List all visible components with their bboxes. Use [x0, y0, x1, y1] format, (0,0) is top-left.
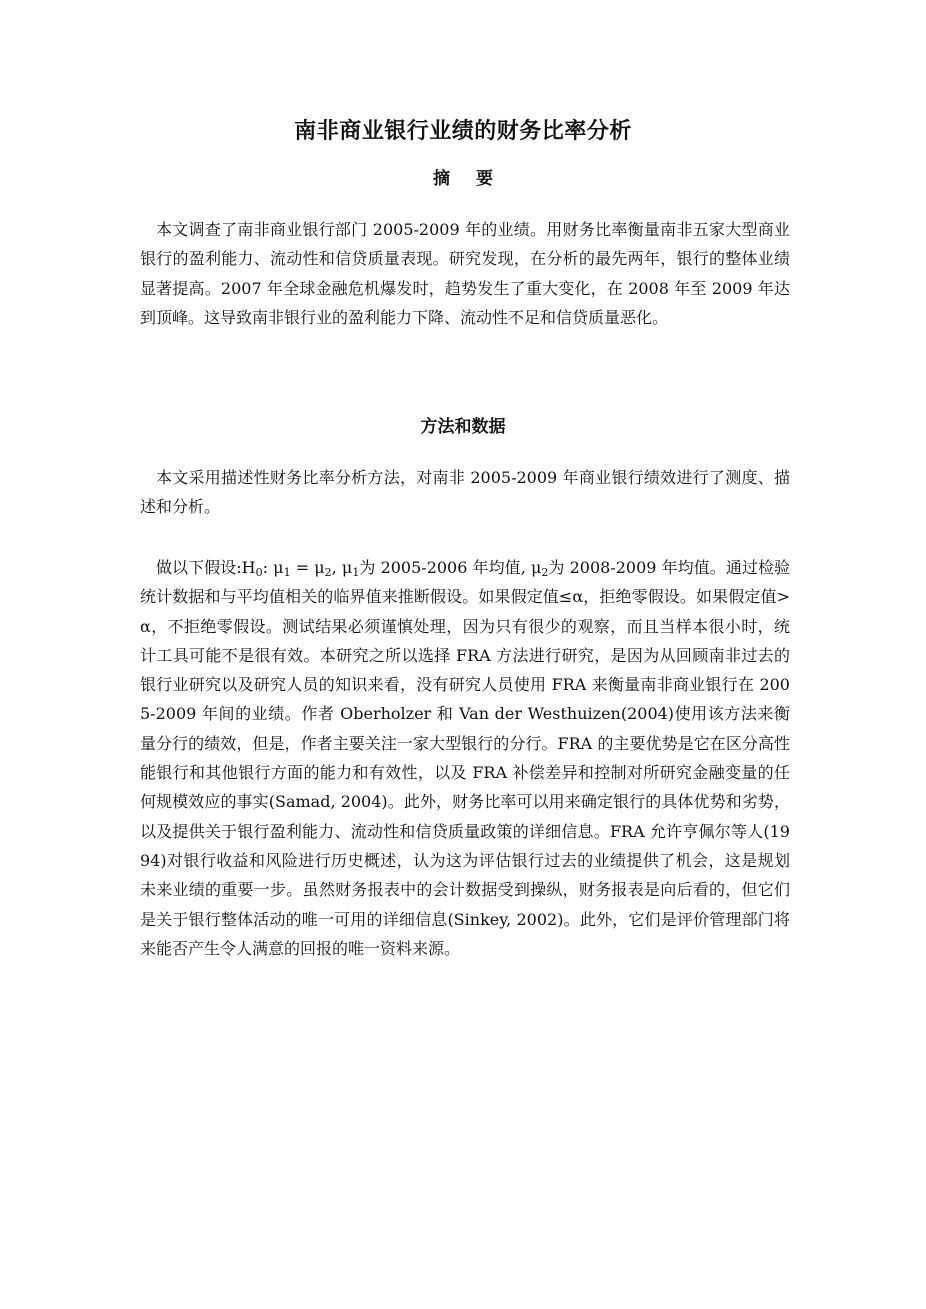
- hypothesis-comma-mu: , μ: [331, 558, 353, 577]
- hypothesis-mid: 为 2005-2006 年均值, μ: [359, 558, 542, 577]
- hypothesis-equals-mu: = μ: [290, 558, 325, 577]
- method-paragraph: 本文采用描述性财务比率分析方法，对南非 2005-2009 年商业银行绩效进行了测度、描述和分析。: [140, 468, 790, 517]
- hypothesis-rest: 为 2008-2009 年均值。通过检验统计数据和与平均值相关的临界值来推断假设。如果假定值≤α，拒绝零假设。如果假定值>α，不拒绝零假设。测试结果必须谨慎处理，因为只有很少的观察，而且当样本很小时，统计工具可能不是很有效。本研究之所以选择 FRA 方法进行研究，是因为从回顾南非过去的银行业研究以及研究人员的知识来看，没有研究人员使用 FRA 来衡量南非商业银行在 2005-2009 年间的业绩。作者 Oberholzer 和 Van der Westhuizen(2004)使用该方法来衡量分行的绩效，但是，作者主要关注一家大型银行的分行。FRA 的主要优势是它在区分高性能银行和其他银行方面的能力和有效性，以及 FRA 补偿差异和控制对所研究金融变量的任何规模效应的事实(Samad, 2004)。此外，财务比率可以用来确定银行的具体优势和劣势，以及提供关于银行盈利能力、流动性和信贷质量政策的详细信息。FRA 允许亨佩尔等人(1994)对银行收益和风险进行历史概述，认为这为评估银行过去的业绩提供了机会，这是规划未来业绩的重要一步。虽然财务报表中的会计数据受到操纵，财务报表是向后看的，但它们是关于银行整体活动的唯一可用的详细信息(Sinkey, 2002)。此外，它们是评价管理部门将来能否产生令人满意的回报的唯一资料来源。: [140, 558, 790, 958]
- abstract-paragraph: 本文调查了南非商业银行部门 2005-2009 年的业绩。用财务比率衡量南非五家大型商业银行的盈利能力、流动性和信贷质量表现。研究发现，在分析的最先两年，银行的整体业绩显著提高。2007 年全球金融危机爆发时，趋势发生了重大变化，在 2008 年至 2009 年达到顶峰。这导致南非银行业的盈利能力下降、流动性不足和信贷质量恶化。: [140, 220, 790, 327]
- document-title: 南非商业银行业绩的财务比率分析: [294, 119, 632, 144]
- abstract-heading: 摘 要: [433, 169, 503, 189]
- hypothesis-paragraph: [140, 553, 790, 963]
- mu2-subscript: 2: [324, 566, 332, 579]
- hypothesis-colon-mu: : μ: [262, 558, 284, 577]
- method-heading: 方法和数据: [420, 417, 506, 437]
- mu1-subscript: 1: [283, 566, 291, 579]
- mu2-subscript-b: 2: [541, 566, 549, 579]
- h-subscript: 0: [255, 566, 263, 579]
- hypothesis-intro: 做以下假设:H: [156, 558, 256, 577]
- mu1-subscript-b: 1: [352, 566, 360, 579]
